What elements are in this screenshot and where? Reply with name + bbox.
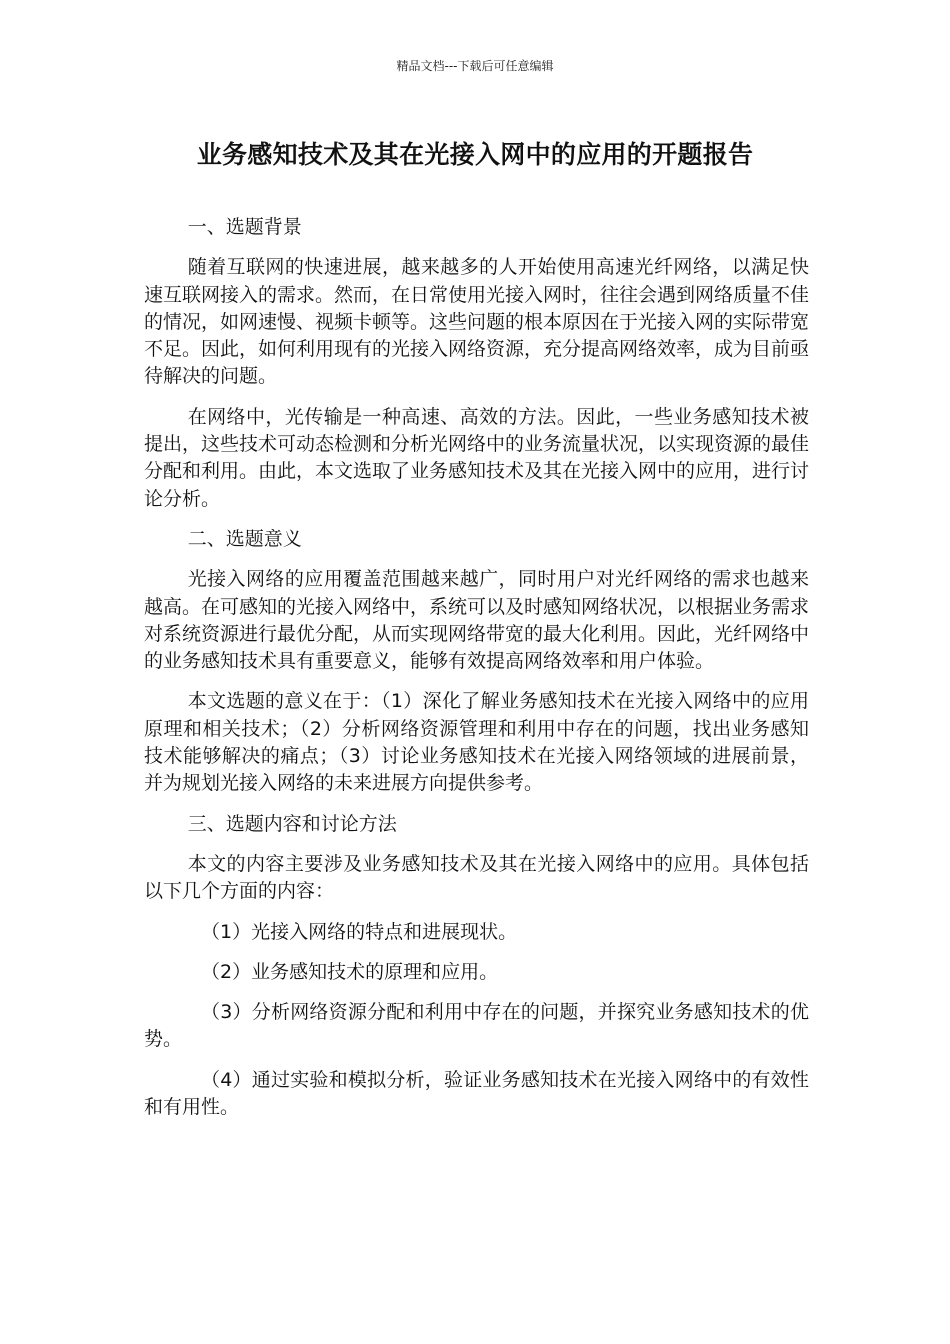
list-item: （3）分析网络资源分配和利用中存在的问题，并探究业务感知技术的优势。 [144,1001,809,1051]
document-title: 业务感知技术及其在光接入网中的应用的开题报告 [196,140,754,169]
section-heading-background: 一、选题背景 [187,216,302,238]
list-item: （2）业务感知技术的原理和应用。 [201,960,499,983]
list-item: （1）光接入网络的特点和进展现状。 [201,920,518,943]
section-heading-significance: 二、选题意义 [187,527,302,550]
paragraph: 本文的内容主要涉及业务感知技术及其在光接入网络中的应用。具体包括以下几个方面的内容： [144,852,809,903]
paragraph: 在网络中，光传输是一种高速、高效的方法。因此，一些业务感知技术被提出，这些技术可动态检测和分析光网络中的业务流量状况，以实现资源的最佳分配和利用。由此，本文选取了业务感知技术及其在光接入网中的应用，进行讨论分析。 [144,405,810,510]
document-body [144,214,809,1134]
section-heading-content-methods: 三、选题内容和讨论方法 [187,812,397,835]
paragraph: 随着互联网的快速进展，越来越多的人开始使用高速光纤网络，以满足快速互联网接入的需求。然而，在日常使用光接入网时，往往会遇到网络质量不佳的情况，如网速慢、视频卡顿等。这些问题的根本原因在于光接入网的实际带宽不足。因此，如何利用现有的光接入网络资源，充分提高网络效率，成为目前亟待解决的问题。 [144,256,810,388]
paragraph: 本文选题的意义在于：（1）深化了解业务感知技术在光接入网络中的应用原理和相关技术；（2）分析网络资源管理和利用中存在的问题，找出业务感知技术能够解决的痛点；（3）讨论业务感知技术在光接入网络领域的进展前景，并为规划光接入网络的未来进展方向提供参考。 [144,690,809,795]
header-note: 精品文档---下载后可任意编辑 [396,59,554,73]
paragraph: 光接入网络的应用覆盖范围越来越广，同时用户对光纤网络的需求也越来越高。在可感知的光接入网络中，系统可以及时感知网络状况，以根据业务需求对系统资源进行最优分配，从而实现网络带宽的最大化利用。因此，光纤网络中的业务感知技术具有重要意义，能够有效提高网络效率和用户体验。 [144,568,810,673]
list-item: （4）通过实验和模拟分析，验证业务感知技术在光接入网络中的有效性和有用性。 [144,1068,809,1119]
